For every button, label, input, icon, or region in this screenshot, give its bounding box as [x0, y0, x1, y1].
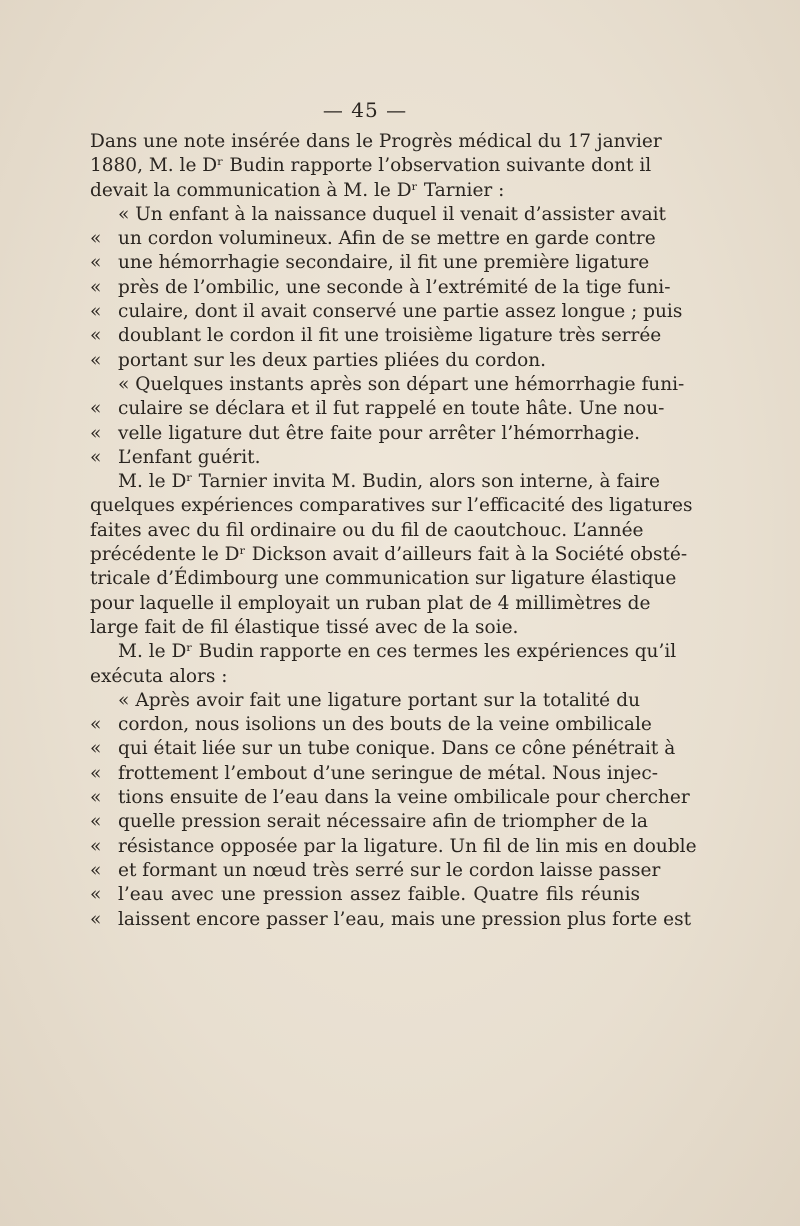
quote-mark: «: [90, 811, 102, 833]
quote-mark: «: [90, 422, 102, 444]
text-line: [90, 713, 652, 737]
line-text: exécuta alors :: [90, 665, 228, 687]
quote-mark: «: [90, 252, 102, 274]
text-line: [90, 737, 676, 761]
quote-mark: «: [90, 762, 102, 784]
text-line: [90, 203, 666, 227]
quote-mark: «: [90, 398, 102, 420]
text-line: [90, 470, 660, 494]
quote-mark: «: [90, 835, 102, 857]
line-text: quelques expériences comparatives sur l’efficacité des ligatures: [90, 495, 693, 517]
text-line: [90, 665, 640, 689]
text-line: [90, 883, 640, 907]
quote-mark: «: [90, 349, 102, 371]
line-text: devait la communication à M. le Dʳ Tarnier :: [90, 179, 505, 201]
line-text: large fait de fil élastique tissé avec de la soie.: [90, 616, 519, 638]
line-text: portant sur les deux parties pliées du cordon.: [118, 349, 547, 371]
quote-mark: «: [90, 228, 102, 250]
line-text: et formant un nœud très serré sur le cordon laisse passer: [118, 859, 661, 881]
line-text: velle ligature dut être faite pour arrêter l’hémorrhagie.: [118, 422, 640, 444]
line-text: pour laquelle il employait un ruban plat de 4 millimètres de: [90, 592, 651, 614]
text-line: [90, 154, 652, 178]
line-text: laissent encore passer l’eau, mais une pression plus forte est: [118, 908, 692, 930]
line-text: un cordon volumineux. Afin de se mettre en garde contre: [118, 228, 656, 250]
text-line: [90, 908, 692, 932]
line-text: L’enfant guérit.: [118, 446, 261, 468]
line-text: quelle pression serait nécessaire afin de triompher de la: [118, 811, 648, 833]
body-text: [90, 130, 697, 932]
line-text: Dans une note insérée dans le Progrès médical du 17 janvier: [90, 131, 662, 152]
text-line: [90, 446, 640, 470]
line-text: une hémorrhagie secondaire, il fit une première ligature: [118, 252, 650, 274]
line-text: M. le Dʳ Tarnier invita M. Budin, alors son interne, à faire: [118, 471, 660, 493]
text-line: [90, 592, 651, 616]
line-text: « Après avoir fait une ligature portant sur la totalité du: [118, 689, 640, 711]
line-text: culaire se déclara et il fut rappelé en toute hâte. Une nou-: [118, 398, 665, 420]
text-line: [90, 422, 640, 446]
quote-mark: «: [90, 276, 102, 298]
quote-mark: «: [90, 908, 102, 930]
quote-mark: «: [90, 301, 102, 323]
text-line: [90, 179, 640, 203]
text-line: [90, 494, 693, 518]
text-line: [90, 835, 697, 859]
page-number: — 45 —: [322, 98, 408, 122]
line-text: qui était liée sur un tube conique. Dans ce cône pénétrait à: [118, 738, 676, 760]
text-line: [90, 786, 690, 810]
text-line: [90, 130, 662, 154]
text-line: [90, 640, 677, 664]
quote-mark: «: [90, 325, 102, 347]
line-text: frottement l’embout d’une seringue de métal. Nous injec-: [118, 762, 658, 784]
line-text: 1880, M. le Dʳ Budin rapporte l’observation suivante dont il: [90, 155, 652, 177]
line-text: M. le Dʳ Budin rapporte en ces termes les expériences qu’il: [118, 641, 677, 663]
text-line: [90, 689, 640, 713]
text-line: [90, 616, 640, 640]
text-line: [90, 397, 665, 421]
line-text: culaire, dont il avait conservé une partie assez longue ; puis: [118, 301, 683, 323]
line-text: tricale d’Édimbourg une communication sur ligature élastique: [90, 568, 677, 590]
text-line: [90, 810, 648, 834]
line-text: près de l’ombilic, une seconde à l’extrémité de la tige funi-: [118, 276, 671, 298]
text-line: [90, 373, 685, 397]
text-line: [90, 859, 661, 883]
text-line: [90, 519, 644, 543]
quote-mark: «: [90, 787, 102, 809]
text-line: [90, 543, 688, 567]
quote-mark: «: [90, 738, 102, 760]
line-text: « Quelques instants après son départ une hémorrhagie funi-: [118, 373, 685, 395]
line-text: précédente le Dʳ Dickson avait d’ailleurs fait à la Société obsté-: [90, 544, 688, 566]
text-line: [90, 251, 650, 275]
line-text: doublant le cordon il fit une troisième ligature très serrée: [118, 325, 662, 347]
text-line: [90, 227, 656, 251]
quote-mark: «: [90, 884, 102, 906]
quote-mark: «: [90, 446, 102, 468]
line-text: faites avec du fil ordinaire ou du fil de caoutchouc. L’année: [90, 519, 644, 541]
quote-mark: «: [90, 859, 102, 881]
text-line: [90, 324, 662, 348]
text-line: [90, 762, 658, 786]
line-text: l’eau avec une pression assez faible. Quatre fils réunis: [118, 884, 640, 906]
line-text: tions ensuite de l’eau dans la veine ombilicale pour chercher: [118, 787, 690, 809]
line-text: cordon, nous isolions un des bouts de la veine ombilicale: [118, 714, 652, 736]
quote-mark: «: [90, 714, 102, 736]
text-line: [90, 349, 640, 373]
text-line: [90, 276, 671, 300]
line-text: résistance opposée par la ligature. Un fil de lin mis en double: [118, 835, 697, 857]
text-line: [90, 300, 683, 324]
text-line: [90, 567, 677, 591]
line-text: « Un enfant à la naissance duquel il venait d’assister avait: [118, 203, 666, 225]
